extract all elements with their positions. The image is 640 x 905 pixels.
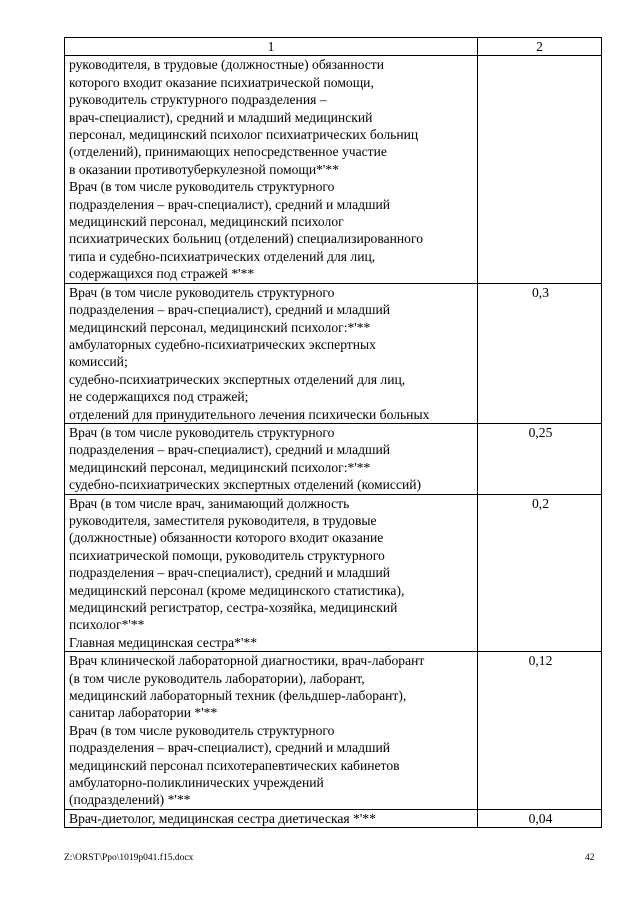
- description-line: Врач (в том числе руководитель структурного: [69, 722, 335, 738]
- table-header-row: [65, 38, 602, 56]
- description-line: Врач (в том числе врач, занимающий должность: [69, 495, 350, 511]
- header-col-1: 1: [65, 38, 478, 56]
- row-description-cell: [65, 56, 478, 283]
- description-line: Врач (в том числе руководитель структурного: [69, 424, 335, 440]
- description-line: (должностные) обязанности которого входит оказание: [69, 530, 384, 546]
- description-line: не содержащихся под стражей;: [69, 389, 249, 405]
- row-description-cell: [65, 283, 478, 423]
- description-line: персонал, медицинский психолог психиатрических больниц: [69, 127, 419, 143]
- description-line: (в том числе руководитель лаборатории), лаборант,: [69, 670, 365, 686]
- description-line: медицинский лабораторный техник (фельдшер-лаборант),: [69, 688, 407, 704]
- description-line: руководителя, в трудовые (должностные) обязанности: [69, 57, 384, 73]
- description-line: врач-специалист), средний и младший медицинский: [69, 109, 373, 125]
- description-line: подразделения – врач-специалист), средний и младший: [69, 302, 391, 318]
- row-description-cell: [65, 423, 478, 494]
- norms-table: [64, 37, 602, 828]
- table-row: [65, 423, 602, 494]
- description-line: амбулаторно-поликлинических учреждений: [69, 775, 324, 791]
- description-line: Врач (в том числе руководитель структурного: [69, 284, 335, 300]
- description-line: руководителя, заместителя руководителя, в трудовые: [69, 512, 377, 528]
- row-coefficient-cell: 0,25: [478, 423, 602, 494]
- description-line: психолог*'**: [69, 617, 145, 633]
- table-row: [65, 494, 602, 652]
- description-line: (отделений), принимающих непосредственное участие: [69, 144, 387, 160]
- description-line: медицинский персонал, медицинский психолог: [69, 214, 344, 230]
- footer-file-path: Z:\ORST\Ppo\1019p041.f15.docx: [64, 853, 194, 863]
- row-coefficient-cell: [478, 56, 602, 283]
- description-line: медицинский персонал психотерапевтических кабинетов: [69, 757, 400, 773]
- description-line: психиатрической помощи, руководитель структурного: [69, 547, 385, 563]
- description-line: типа и судебно-психиатрических отделений для лиц,: [69, 248, 376, 264]
- header-col-2: 2: [478, 38, 602, 56]
- description-line: (подразделений) *'**: [69, 792, 191, 808]
- description-line: медицинский регистратор, сестра-хозяйка, медицинский: [69, 600, 398, 615]
- description-line: судебно-психиатрических экспертных отделений для лиц,: [69, 371, 406, 387]
- table-row: [65, 283, 602, 423]
- row-coefficient-cell: 0,2: [478, 494, 602, 652]
- description-line: Врач (в том числе руководитель структурного: [69, 179, 335, 195]
- row-description-cell: [65, 494, 478, 652]
- description-line: подразделения – врач-специалист), средний и младший: [69, 565, 391, 581]
- description-line: в оказании противотуберкулезной помощи*'**: [69, 161, 339, 177]
- table-body: [65, 56, 602, 828]
- description-line: судебно-психиатрических экспертных отделений (комиссий): [69, 477, 422, 493]
- description-line: подразделения – врач-специалист), средний и младший: [69, 442, 391, 458]
- description-line: комиссий;: [69, 354, 128, 370]
- footer-page-number: 42: [585, 853, 595, 863]
- description-line: отделений для принудительного лечения психически больных: [69, 406, 430, 422]
- description-line: содержащихся под стражей *'**: [69, 266, 255, 282]
- description-line: медицинский персонал, медицинский психолог:*'**: [69, 459, 371, 475]
- description-line: медицинский персонал, медицинский психолог:*'**: [69, 319, 371, 335]
- description-line: медицинский персонал (кроме медицинского статистика),: [69, 582, 405, 598]
- description-line: подразделения – врач-специалист), средний и младший: [69, 740, 391, 756]
- description-line: руководитель структурного подразделения –: [69, 92, 327, 108]
- row-description-cell: [65, 809, 478, 827]
- row-coefficient-cell: 0,04: [478, 809, 602, 827]
- description-line: санитар лаборатории *'**: [69, 705, 218, 721]
- description-line: Врач-диетолог, медицинская сестра диетическая *'**: [69, 810, 376, 826]
- row-coefficient-cell: 0,12: [478, 652, 602, 810]
- row-coefficient-cell: 0,3: [478, 283, 602, 423]
- description-line: амбулаторных судебно-психиатрических экспертных: [69, 336, 376, 352]
- description-line: Врач клинической лабораторной диагностики, врач-лаборант: [69, 653, 425, 669]
- description-line: которого входит оказание психиатрической помощи,: [69, 74, 374, 90]
- description-line: Главная медицинская сестра*'**: [69, 634, 258, 650]
- table-row: [65, 56, 602, 283]
- description-line: психиатрических больниц (отделений) специализированного: [69, 231, 423, 247]
- table-row: [65, 809, 602, 827]
- table-row: [65, 652, 602, 810]
- description-line: подразделения – врач-специалист), средний и младший: [69, 196, 391, 212]
- row-description-cell: [65, 652, 478, 810]
